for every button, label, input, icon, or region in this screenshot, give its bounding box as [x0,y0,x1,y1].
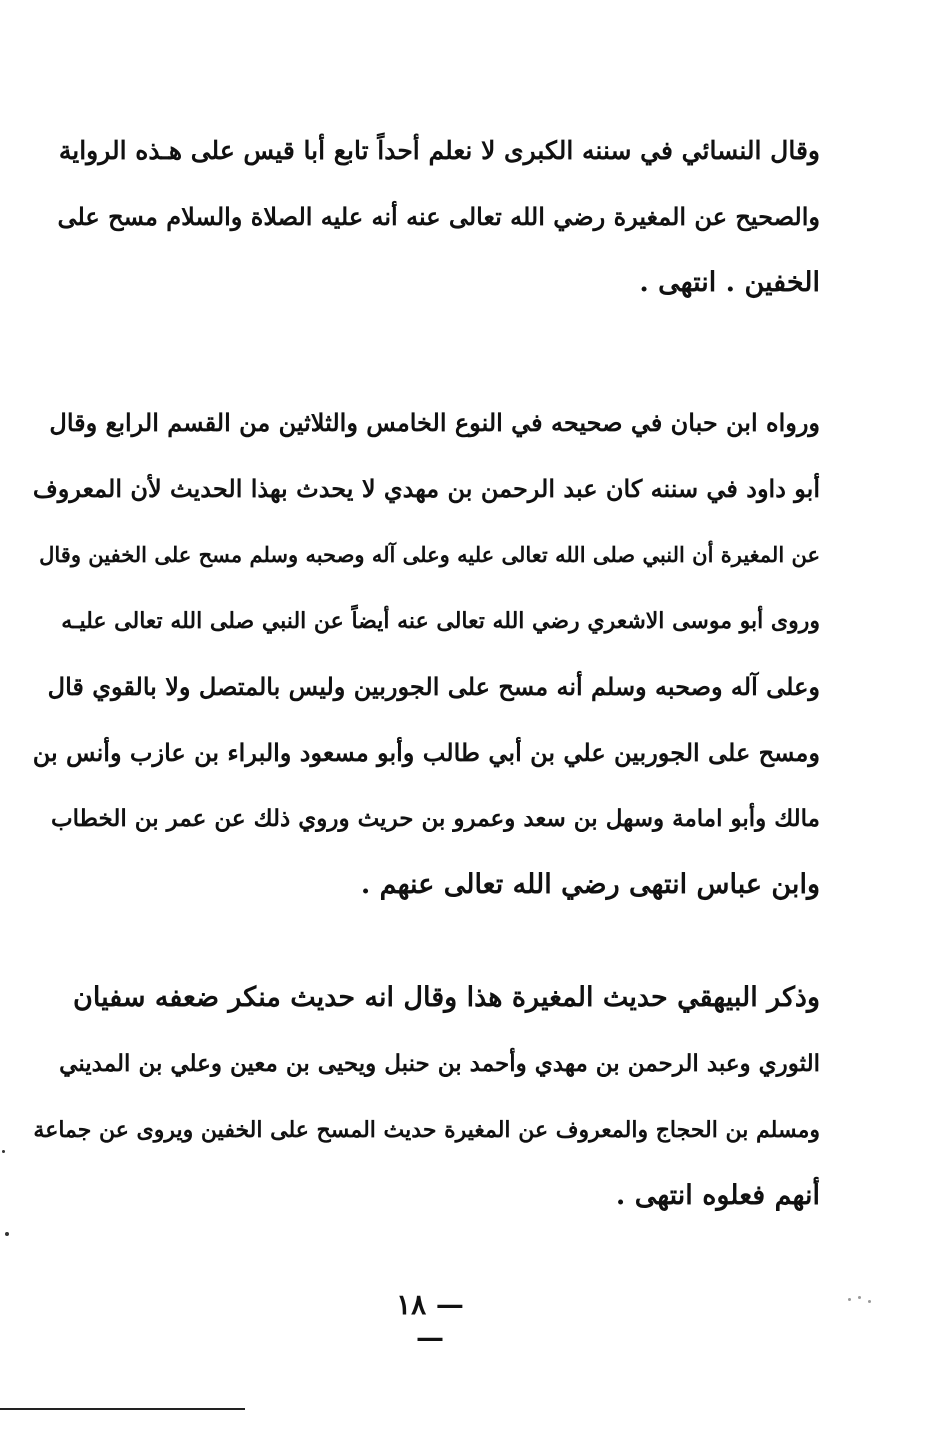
scan-speck [2,1150,5,1153]
paragraph-2 [30,390,820,918]
text-line: عن المغيرة أن النبي صلى الله تعالى عليه وعلى آله وصحبه وسلم مسح على الخفين وقال [39,542,820,567]
scan-speck [848,1298,851,1301]
paragraph-1 [30,118,820,316]
text-line: وعلى آله وصحبه وسلم أنه مسح على الجوربين وليس بالمتصل ولا بالقوي قال [47,672,820,701]
text-line: وابن عباس انتهى رضي الله تعالى عنهم . [360,869,820,900]
text-line: الثوري وعبد الرحمن بن مهدي وأحمد بن حنبل ويحيى بن معين وعلي بن المديني [59,1050,820,1077]
scan-speck [858,1296,861,1299]
page-number: — ١٨ — [396,1288,464,1354]
text-line: وروى أبو موسى الاشعري رضي الله تعالى عنه أيضاً عن النبي صلى الله تعالى عليـه [61,608,820,634]
bottom-divider [0,1408,245,1410]
paragraph-3 [30,965,820,1229]
text-line: الخفين . انتهى . [639,267,820,298]
text-line: وقال النسائي في سننه الكبرى لا نعلم أحداً تابع أبا قيس على هـذه الرواية [58,136,820,165]
text-line: ورواه ابن حبان في صحيحه في النوع الخامس والثلاثين من القسم الرابع وقال [49,408,820,437]
text-line: أنهم فعلوه انتهى . [615,1180,820,1211]
text-line: مالك وأبو امامة وسهل بن سعد وعمرو بن حريث وروي ذلك عن عمر بن الخطاب [50,805,820,832]
scan-speck [5,1232,9,1236]
text-line: ومسح على الجوربين علي بن أبي طالب وأبو مسعود والبراء بن عازب وأنس بن [32,738,820,767]
scan-speck [868,1300,871,1303]
text-line: والصحيح عن المغيرة رضي الله تعالى عنه أنه عليه الصلاة والسلام مسح على [57,202,820,231]
text-line: ومسلم بن الحجاج والمعروف عن المغيرة حديث المسح على الخفين ويروى عن جماعة [33,1117,820,1143]
text-line: وذكر البيهقي حديث المغيرة هذا وقال انه حديث منكر ضعفه سفيان [73,982,820,1013]
text-line: أبو داود في سننه كان عبد الرحمن بن مهدي لا يحدث بهذا الحديث لأن المعروف [32,474,820,503]
